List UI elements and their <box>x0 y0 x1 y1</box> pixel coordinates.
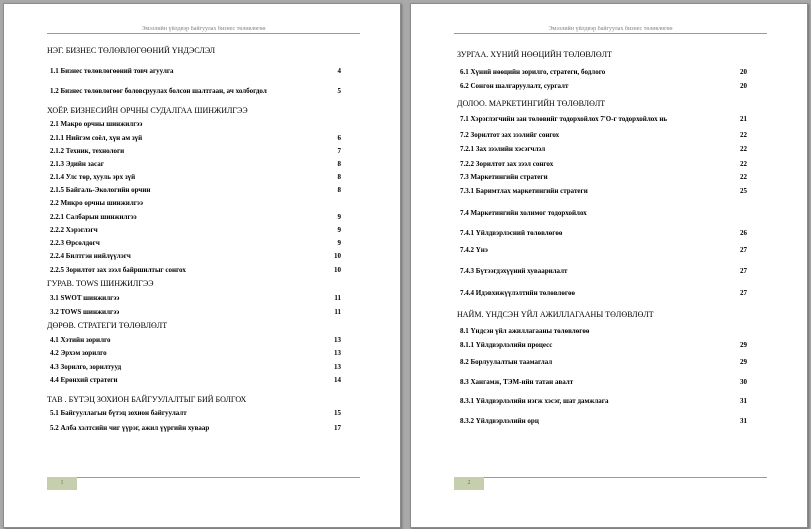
toc-entry-title-text: 4.4 Ерөнхий стратеги <box>50 376 118 384</box>
toc-entry-page-number-text: 14 <box>334 376 341 384</box>
toc-entry-title <box>460 186 588 196</box>
toc-entry <box>457 114 750 124</box>
toc-entry-page-number-text: 22 <box>740 131 747 139</box>
toc-entry <box>47 348 360 358</box>
toc-entry-page-number <box>321 251 341 261</box>
toc-entry-title <box>460 416 539 426</box>
toc-section-heading <box>457 50 750 60</box>
toc-entry-page-number <box>321 293 341 303</box>
toc-entry-page-number <box>321 307 341 317</box>
page-number: 1 <box>47 477 77 490</box>
toc-entry <box>47 146 360 156</box>
toc-entry <box>47 86 360 96</box>
toc-entry-title: ТАВ . БҮТЭЦ ЗОХИОН БАЙГУУЛАЛТЫГ БИЙ БОЛГОХ <box>47 395 247 404</box>
toc-entry <box>47 375 360 385</box>
toc-entry <box>457 130 750 140</box>
toc-entry-page-number <box>727 67 747 77</box>
toc-entry <box>457 144 750 154</box>
toc-entry <box>457 266 750 276</box>
toc-entry-page-number-text: 13 <box>334 349 341 357</box>
toc-entry-page-number-text: 20 <box>740 68 747 76</box>
toc-entry-page-number <box>321 238 341 248</box>
toc-entry-page-number <box>727 416 747 426</box>
toc-entry-title-text: 5.1 Байгууллагын бүтэц зохион байгуулалт <box>50 409 187 417</box>
toc-entry <box>457 172 750 182</box>
toc-entry <box>457 396 750 406</box>
toc-entry-page-number <box>321 362 341 372</box>
toc-entry-title <box>50 408 187 418</box>
toc-entry-page-number <box>727 81 747 91</box>
toc-entry-title: ДӨРӨВ. СТРАТЕГИ ТӨЛӨВЛӨЛТ <box>47 321 168 330</box>
toc-entry-title <box>50 335 111 345</box>
toc-entry-page-number-text: 20 <box>740 82 747 90</box>
toc-entry-page-number-text: 7 <box>337 147 341 155</box>
toc-entry <box>47 198 360 208</box>
toc-entry <box>47 362 360 372</box>
toc-entry-title <box>50 198 143 208</box>
toc-entry <box>47 66 360 76</box>
toc-entry-title-text: 2.2.4 Билтгэн нийлүүлэгч <box>50 252 131 260</box>
toc-section-heading <box>47 106 360 116</box>
toc-entry-page-number-text: 27 <box>740 246 747 254</box>
toc-entry-page-number-text: 22 <box>740 173 747 181</box>
toc-entry-page-number-text: 8 <box>337 160 341 168</box>
toc-entry-title <box>50 86 267 96</box>
toc-entry-title-text: 8.3.2 Үйлдвэрлэлийн орц <box>460 417 539 425</box>
toc-section-heading <box>457 310 750 320</box>
toc-entry-title-text: 2.1.3 Эдийн засаг <box>50 160 104 168</box>
toc-entry-title <box>50 159 104 169</box>
toc-entry-page-number-text: 10 <box>334 252 341 260</box>
toc-entry-page-number-text: 29 <box>740 358 747 366</box>
toc-entry-title <box>50 185 150 195</box>
toc-entry-title-text: 7.3.1 Баримтлах маркетингийн стратеги <box>460 187 588 195</box>
toc-entry-title: НАЙМ. ҮНДСЭН ҮЙЛ АЖИЛЛАГААНЫ ТӨЛӨВЛӨЛТ <box>457 310 654 319</box>
toc-entry-title-text: 6.2 Сонгон шалгаруулалт, сургалт <box>460 82 569 90</box>
toc-entry-title-text: 2.1.2 Техник, технологи <box>50 147 125 155</box>
toc-entry-title <box>50 265 186 275</box>
footer-rule <box>454 477 767 478</box>
toc-entry <box>457 326 750 336</box>
toc-entry-title <box>50 375 118 385</box>
page-number: 2 <box>454 477 484 490</box>
toc-entry <box>47 172 360 182</box>
toc-entry-title-text: 1.2 Бизнес төлөвлөгөөг боловсруулах болсон шалтгаан, ач холбогдол <box>50 87 267 95</box>
toc-entry-page-number <box>321 86 341 96</box>
toc-entry-page-number <box>321 212 341 222</box>
toc-entry-page-number-text: 11 <box>334 308 341 316</box>
toc-entry <box>457 81 750 91</box>
toc-entry-page-number <box>321 423 341 433</box>
toc-entry-page-number-text: 9 <box>337 226 341 234</box>
toc-entry-title <box>460 67 605 77</box>
toc-entry-title <box>460 357 552 367</box>
toc-entry-page-number <box>321 265 341 275</box>
toc-entry-title: ГУРАВ. TOWS ШИНЖИЛГЭЭ <box>47 279 154 288</box>
toc-entry-page-number <box>727 186 747 196</box>
toc-entry-title: НЭГ. БИЗНЕС ТӨЛӨВЛӨГӨӨНИЙ ҮНДЭСЛЭЛ <box>47 46 216 55</box>
toc-entry <box>47 159 360 169</box>
toc-entry-title <box>50 119 142 129</box>
toc-entry-title-text: 6.1 Хүний нөөцийн зорилго, стратеги, бодлого <box>460 68 606 76</box>
toc-entry-page-number-text: 29 <box>740 341 747 349</box>
toc-entry-title <box>460 288 575 298</box>
toc-entry-page-number <box>727 144 747 154</box>
toc-entry-title <box>50 225 98 235</box>
toc-entry-title <box>460 159 553 169</box>
toc-entry-title-text: 7.3 Маркетингийн стратеги <box>460 173 548 181</box>
toc-entry-page-number <box>321 133 341 143</box>
toc-entry-page-number <box>321 146 341 156</box>
toc-entry-title <box>460 172 548 182</box>
toc-entry <box>457 208 750 218</box>
toc-entry <box>457 228 750 238</box>
toc-entry-title-text: 4.3 Зорилго, зорилтууд <box>50 363 122 371</box>
toc-entry-page-number <box>727 396 747 406</box>
toc-section-heading <box>47 46 360 56</box>
toc-entry-page-number-text: 6 <box>337 134 341 142</box>
toc-entry-title <box>460 377 573 387</box>
toc-entry-title <box>50 66 174 76</box>
toc-entry-title-text: 2.1.5 Байгаль-Экологийн орчин <box>50 186 151 194</box>
toc-entry-title-text: 7.4.3 Бүтээгдэхүүний хуваарилалт <box>460 267 568 275</box>
toc-entry-page-number <box>321 159 341 169</box>
toc-entry-title-text: 7.4.2 Үнэ <box>460 246 488 254</box>
toc-entry-page-number <box>321 185 341 195</box>
page-header: Эмээлийн үйлдвэр байгуулах бизнес төлөвлөгөө <box>47 26 360 34</box>
toc-entry-page-number-text: 30 <box>740 378 747 386</box>
toc-entry <box>457 340 750 350</box>
toc-entry <box>47 265 360 275</box>
toc-entry-title <box>460 130 559 140</box>
toc-entry <box>47 185 360 195</box>
toc-entry-title-text: 8.2 Борлуулалтын таамаглал <box>460 358 553 366</box>
toc-entry-title <box>50 307 119 317</box>
toc-entry-title-text: 7.4.4 Идэвхижүүлэлтийн төлөвлөгөө <box>460 289 576 297</box>
toc-entry-title <box>50 146 124 156</box>
toc-entry-title: ДОЛОО. МАРКЕТИНГИЙН ТӨЛӨВЛӨЛТ <box>457 99 606 108</box>
toc-entry-title-text: 7.4.1 Үйлдвэрлэсний төлөвлөгөө <box>460 229 563 237</box>
toc-entry-title-text: 1.1 Бизнес төлөвлөгөөний товч агуулга <box>50 67 174 75</box>
toc-entry-page-number <box>321 375 341 385</box>
toc-entry-page-number-text: 22 <box>740 160 747 168</box>
toc-entry <box>47 212 360 222</box>
toc-entry <box>457 377 750 387</box>
toc-entry <box>457 159 750 169</box>
toc-entry <box>457 288 750 298</box>
toc-entry-page-number <box>727 114 747 124</box>
toc-entry-title <box>460 114 667 124</box>
toc-entry-title <box>50 172 135 182</box>
toc-entry-title <box>460 396 608 406</box>
toc-entry-page-number-text: 9 <box>337 239 341 247</box>
toc-entry-title-text: 7.2.2 Зорилтот зах зээл сонгох <box>460 160 554 168</box>
toc-entry-title-text: 4.2 Эрхэм зорилго <box>50 349 107 357</box>
toc-entry <box>47 225 360 235</box>
toc-entry <box>457 245 750 255</box>
toc-section-heading <box>47 321 360 331</box>
toc-entry-page-number <box>321 225 341 235</box>
toc-entry-title <box>50 212 137 222</box>
toc-entry-page-number-text: 13 <box>334 363 341 371</box>
toc-entry-title <box>50 423 209 433</box>
toc-entry <box>47 293 360 303</box>
toc-entry-title-text: 2.2.5 Зорилтот зах зээл байршилтыг сонгох <box>50 266 186 274</box>
toc-entry-title-text: 4.1 Хэтийн зорилго <box>50 336 111 344</box>
document-page-2 <box>410 3 808 528</box>
toc-entry-page-number-text: 27 <box>740 267 747 275</box>
toc-entry-title <box>50 348 107 358</box>
toc-entry <box>457 67 750 77</box>
toc-entry-title-text: 8.1 Үндсэн үйл ажиллагааны төлөвлөгөө <box>460 327 590 335</box>
toc-entry-page-number-text: 11 <box>334 294 341 302</box>
toc-entry-page-number-text: 5 <box>337 87 341 95</box>
toc-entry-page-number <box>321 348 341 358</box>
toc-entry-title: ХОЁР. БИЗНЕСИЙН ОРЧНЫ СУДАЛГАА ШИНЖИЛГЭЭ <box>47 106 248 115</box>
toc-entry <box>47 307 360 317</box>
toc-entry-page-number-text: 21 <box>740 115 747 123</box>
toc-entry-page-number-text: 17 <box>334 424 341 432</box>
toc-entry-title <box>460 81 568 91</box>
toc-entry-title <box>460 245 488 255</box>
toc-entry-title-text: 2.2 Микро орчны шинжилгээ <box>50 199 143 207</box>
toc-entry-page-number <box>727 228 747 238</box>
toc-entry <box>47 119 360 129</box>
toc-entry <box>47 238 360 248</box>
toc-entry-page-number-text: 8 <box>337 173 341 181</box>
toc-entry-page-number <box>321 335 341 345</box>
toc-entry-title-text: 8.3 Хангамж, ТЭМ-ийн татан авалт <box>460 378 574 386</box>
toc-entry-title-text: 5.2 Алба хэлтсийн чиг үүрэг, ажил үүргийн хуваар <box>50 424 210 432</box>
toc-entry-page-number <box>321 408 341 418</box>
toc-entry-page-number <box>727 288 747 298</box>
toc-entry-page-number-text: 22 <box>740 145 747 153</box>
toc-entry-title <box>50 293 119 303</box>
toc-entry-page-number <box>727 159 747 169</box>
toc-entry-page-number <box>321 172 341 182</box>
toc-entry-page-number <box>727 357 747 367</box>
toc-entry-title <box>460 144 545 154</box>
toc-entry-page-number <box>727 245 747 255</box>
toc-entry-title-text: 7.4 Маркетингийн холимог тодорхойлох <box>460 209 587 217</box>
toc-entry-title <box>50 362 121 372</box>
toc-entry-page-number-text: 13 <box>334 336 341 344</box>
toc-entry-title-text: 2.1 Макро орчны шинжилгээ <box>50 120 143 128</box>
toc-entry-page-number-text: 10 <box>334 266 341 274</box>
toc-entry-title-text: 2.2.3 Өрсөлдөгч <box>50 239 100 247</box>
toc-entry <box>47 133 360 143</box>
toc-entry-page-number-text: 8 <box>337 186 341 194</box>
toc-entry-title <box>50 238 100 248</box>
toc-entry-page-number <box>727 130 747 140</box>
toc-entry-page-number-text: 26 <box>740 229 747 237</box>
toc-section-heading <box>47 395 360 405</box>
toc-entry-page-number <box>727 172 747 182</box>
toc-entry-title-text: 2.2.1 Салбарын шинжилгээ <box>50 213 137 221</box>
toc-entry-title: ЗУРГАА. ХҮНИЙ НӨӨЦИЙН ТӨЛӨВЛӨЛТ <box>457 50 612 59</box>
toc-entry-title <box>460 326 589 336</box>
toc-entry-title <box>460 208 587 218</box>
toc-entry-page-number-text: 15 <box>334 409 341 417</box>
toc-entry-page-number-text: 31 <box>740 397 747 405</box>
toc-entry-title-text: 3.1 SWOT шинжилгээ <box>50 294 120 302</box>
toc-entry-title-text: 2.1.1 Нийгэм соёл, хүн ам зүй <box>50 134 143 142</box>
toc-section-heading <box>457 99 750 109</box>
page-header: Эмээлийн үйлдвэр байгуулах бизнес төлөвлөгөө <box>454 26 767 34</box>
toc-entry-page-number-text: 9 <box>337 213 341 221</box>
toc-entry <box>457 416 750 426</box>
document-page-1 <box>3 3 401 528</box>
toc-entry-title-text: 2.1.4 Улс төр, хууль эрх зүй <box>50 173 136 181</box>
toc-entry <box>47 423 360 433</box>
toc-entry-title <box>460 266 567 276</box>
toc-entry-page-number-text: 4 <box>337 67 341 75</box>
toc-entry <box>47 335 360 345</box>
toc-entry-title-text: 8.3.1 Үйлдвэрлэлийн нэгж хэсэг, шат дамжлага <box>460 397 609 405</box>
toc-entry-page-number-text: 27 <box>740 289 747 297</box>
toc-entry <box>457 357 750 367</box>
toc-entry-title-text: 3.2 TOWS шинжилгээ <box>50 308 120 316</box>
toc-entry-title <box>50 133 142 143</box>
toc-entry-title <box>460 340 552 350</box>
toc-entry-title-text: 7.1 Хэрэглэгчийн зан төлөвийг тодорхойлох 7'О-г тодорхойлох нь <box>460 115 668 123</box>
toc-entry-title <box>50 251 131 261</box>
toc-entry-page-number-text: 31 <box>740 417 747 425</box>
toc-entry-page-number <box>321 66 341 76</box>
footer-rule <box>47 477 360 478</box>
toc-entry-title-text: 7.2 Зорилтот зах зээлийг сонгох <box>460 131 560 139</box>
toc-entry-title-text: 8.1.1 Үйлдвэрлэлийн процесс <box>460 341 553 349</box>
toc-entry-title-text: 2.2.2 Хэрэглэгч <box>50 226 98 234</box>
toc-entry-page-number <box>727 340 747 350</box>
toc-entry <box>47 251 360 261</box>
toc-entry-page-number-text: 25 <box>740 187 747 195</box>
toc-entry <box>457 186 750 196</box>
toc-entry-page-number <box>727 266 747 276</box>
toc-entry <box>47 408 360 418</box>
toc-entry-title <box>460 228 562 238</box>
toc-entry-title-text: 7.2.1 Зах зээлийн хэсэгчлэл <box>460 145 546 153</box>
toc-section-heading <box>47 279 360 289</box>
toc-entry-page-number <box>727 377 747 387</box>
